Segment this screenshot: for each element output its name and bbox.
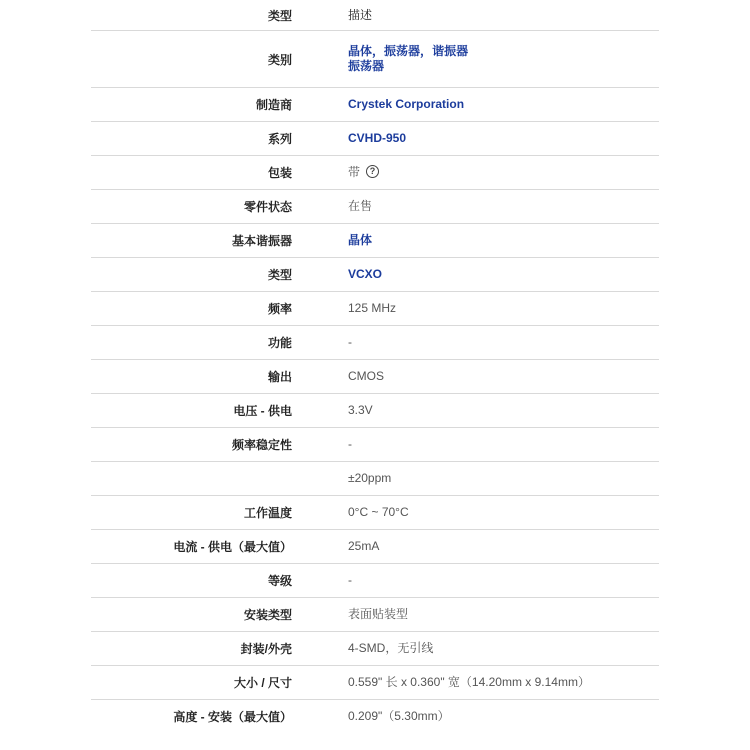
table-row: [91, 326, 659, 360]
row-label: 输出: [267, 370, 292, 384]
row-label: 电压 - 供电: [233, 404, 292, 418]
table-row: [91, 190, 659, 224]
table-row: [91, 292, 659, 326]
table-row: [91, 360, 659, 394]
table-row: [91, 700, 659, 733]
row-label: 类型: [267, 268, 292, 282]
row-label: 类别: [267, 52, 292, 67]
row-value: -: [348, 437, 352, 451]
table-row: [91, 632, 659, 666]
row-label: 频率稳定性: [231, 438, 292, 452]
table-row: [91, 88, 659, 122]
category-separator: ，: [420, 44, 433, 58]
row-label: 高度 - 安装（最大值）: [173, 710, 292, 724]
row-value: CMOS: [348, 369, 384, 383]
table-row: [91, 666, 659, 700]
category-links: [292, 44, 659, 74]
row-value: 125 MHz: [348, 301, 397, 315]
table-row: [91, 530, 659, 564]
row-label: 系列: [267, 132, 292, 146]
row-label: 工作温度: [243, 506, 292, 520]
row-value: 在售: [348, 199, 373, 213]
table-row: [91, 258, 659, 292]
row-label: 电流 - 供电（最大值）: [173, 540, 292, 554]
row-label: 频率: [267, 302, 292, 316]
category-link-oscillator[interactable]: 振荡器: [384, 44, 421, 58]
row-value: -: [348, 335, 352, 349]
row-value: 0.209"（5.30mm）: [348, 709, 450, 723]
help-icon[interactable]: ?: [366, 165, 379, 178]
row-value: 3.3V: [348, 403, 373, 417]
row-value: 0.559" 长 x 0.360" 宽（14.20mm x 9.14mm）: [348, 675, 590, 689]
table-row: [91, 462, 659, 496]
category-separator: ，: [372, 44, 385, 58]
row-label: 功能: [267, 336, 292, 350]
header-type-label: 类型: [267, 8, 292, 23]
row-label: 基本谐振器: [231, 234, 292, 248]
row-value: 0°C ~ 70°C: [348, 505, 409, 519]
table-row: [91, 394, 659, 428]
table-row: [91, 428, 659, 462]
header-description-label: 描述: [348, 7, 373, 22]
table-row: [91, 122, 659, 156]
row-label: 零件状态: [243, 200, 292, 214]
table-row-category: [91, 31, 659, 88]
row-label: 大小 / 尺寸: [233, 676, 292, 690]
table-row: [91, 156, 659, 190]
table-row: [91, 598, 659, 632]
table-row: [91, 224, 659, 258]
category-link-crystal[interactable]: 晶体: [348, 44, 373, 58]
row-value: ±20ppm: [348, 471, 392, 485]
packaging-value: [292, 165, 659, 180]
row-label: 安装类型: [243, 608, 292, 622]
row-value: -: [348, 573, 352, 587]
row-label: 封装/外壳: [240, 642, 292, 656]
table-row: [91, 564, 659, 598]
row-value: 25mA: [348, 539, 380, 553]
table-header: [91, 0, 659, 31]
manufacturer-link[interactable]: Crystek Corporation: [348, 97, 465, 111]
table-row: [91, 496, 659, 530]
series-link[interactable]: CVHD-950: [348, 131, 407, 145]
category-link-resonator[interactable]: 谐振器: [432, 44, 469, 58]
row-label: 制造商: [255, 98, 292, 112]
row-value: 4-SMD，无引线: [348, 641, 434, 655]
category-link-oscillators[interactable]: 振荡器: [348, 59, 385, 73]
packaging-text: 带: [348, 165, 361, 179]
row-label: 包装: [267, 166, 292, 180]
spec-table: [91, 0, 659, 733]
row-label: 等级: [267, 574, 292, 588]
resonator-link[interactable]: 晶体: [348, 233, 373, 247]
type-link[interactable]: VCXO: [348, 267, 383, 281]
row-value: 表面贴装型: [348, 607, 409, 621]
